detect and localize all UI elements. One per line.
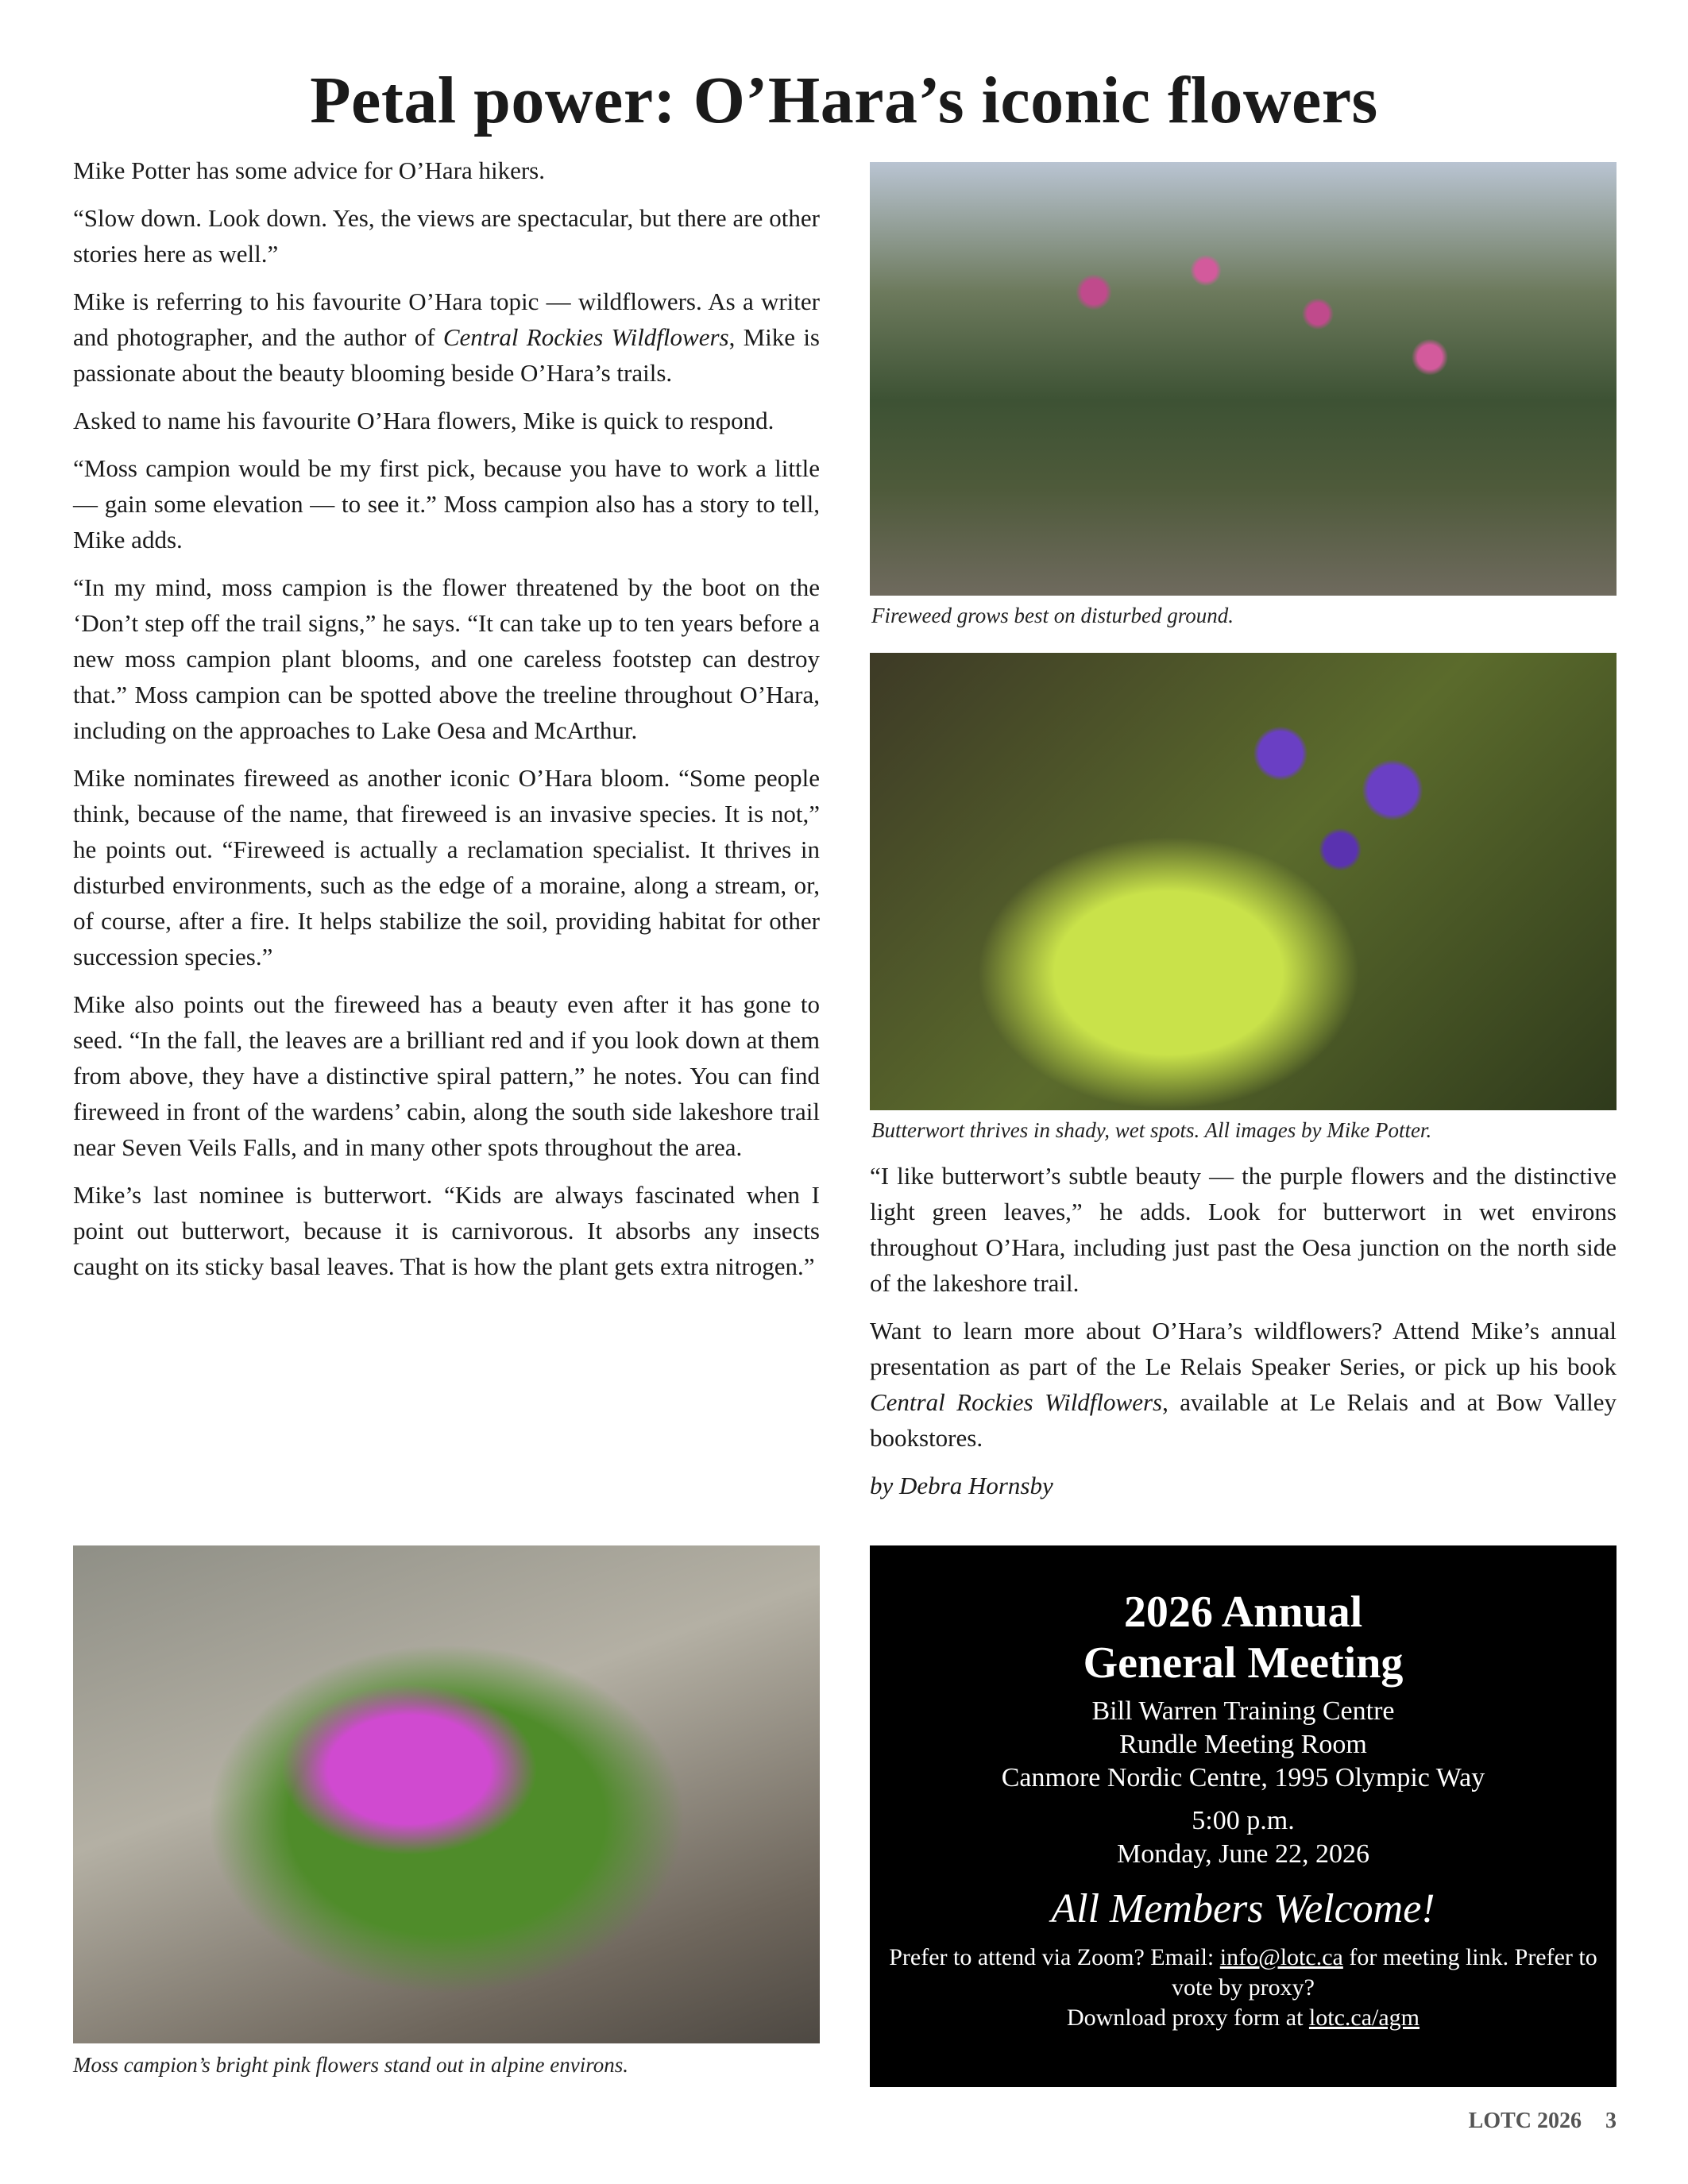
agm-date: Monday, June 22, 2026 <box>1117 1839 1369 1869</box>
agm-venue-line: Bill Warren Training Centre <box>1091 1696 1395 1726</box>
paragraph <box>73 284 820 391</box>
agm-notice <box>870 1545 1617 2087</box>
text: , available at Le Relais and at Bow Valley bookstores. <box>870 1388 1617 1452</box>
article-left-column <box>73 152 820 1296</box>
paragraph: “In my mind, moss campion is the flower threatened by the boot on the ‘Don’t step off the trail signs,” he says. “It can take up to ten years before a new moss campion plant blooms, and one careless footstep can destroy that.” Moss campion can be spotted above the treeline throughout O’Hara, including on the approaches to Lake Oesa and McArthur. <box>73 573 820 744</box>
agm-venue-line: Rundle Meeting Room <box>1119 1730 1367 1759</box>
agm-welcome: All Members Welcome! <box>1051 1886 1435 1931</box>
moss-caption: Moss campion’s bright pink flowers stand out in alpine environs. <box>73 2053 628 2077</box>
fireweed-photo <box>870 162 1617 596</box>
agm-venue-line: Canmore Nordic Centre, 1995 Olympic Way <box>1001 1763 1485 1792</box>
agm-zoom-info <box>870 1943 1617 2033</box>
paragraph: Mike nominates fireweed as another iconic O’Hara bloom. “Some people think, because of the name, that fireweed is an invasive species. It is not,” he points out. “Fireweed is actually a reclamation specialist. It thrives in disturbed environments, such as the edge of a moraine, along a stream, or, of course, after a fire. It helps stabilize the soil, providing habitat for other succession species.” <box>73 764 820 970</box>
text: Prefer to attend via Zoom? Email: <box>889 1944 1220 1970</box>
agm-title-line1: 2026 Annual <box>1123 1588 1363 1637</box>
article-right-column <box>870 1158 1617 1515</box>
page-title: Petal power: O’Hara’s iconic flowers <box>310 64 1378 137</box>
page-number: 3 <box>1605 2109 1617 2133</box>
text: Download proxy form at <box>1066 2005 1309 2031</box>
book-title: Central Rockies Wildflowers <box>442 323 729 351</box>
email-link[interactable]: info@lotc.ca <box>1219 1944 1343 1970</box>
paragraph: Asked to name his favourite O’Hara flowers, Mike is quick to respond. <box>73 407 774 434</box>
paragraph: “Slow down. Look down. Yes, the views are spectacular, but there are other stories here as well.” <box>73 204 820 268</box>
proxy-form-link[interactable]: lotc.ca/agm <box>1308 2005 1420 2031</box>
paragraph: “Moss campion would be my first pick, because you have to work a little — gain some elevation — to see it.” Moss campion also has a story to tell, Mike adds. <box>73 454 820 554</box>
paragraph: Mike also points out the fireweed has a beauty even after it has gone to seed. “In the fall, the leaves are a brilliant red and if you look down at them from above, they have a distinctive spiral pattern,” he notes. You can find fireweed in front of the wardens’ cabin, along the south side lakeshore trail near Seven Veils Falls, and in many other spots throughout the area. <box>73 990 820 1161</box>
paragraph <box>870 1313 1617 1456</box>
fireweed-caption: Fireweed grows best on disturbed ground. <box>871 604 1234 627</box>
agm-title-line2: General Meeting <box>1083 1638 1404 1688</box>
paragraph: Mike’s last nominee is butterwort. “Kids are always fascinated when I point out butterwort, because it is carnivorous. It absorbs any insects caught on its sticky basal leaves. That is how the plant gets extra nitrogen.” <box>73 1181 820 1280</box>
paragraph: Mike Potter has some advice for O’Hara hikers. <box>73 156 545 184</box>
agm-time: 5:00 p.m. <box>1192 1806 1295 1835</box>
text: for meeting link. Prefer to vote by proxy? <box>1172 1944 1597 2001</box>
page-footer <box>1445 2109 1617 2134</box>
byline: by Debra Hornsby <box>870 1472 1053 1499</box>
text: Want to learn more about O’Hara’s wildflowers? Attend Mike’s annual presentation as part of the Le Relais Speaker Series, or pick up his book <box>870 1317 1617 1380</box>
text: Mike is referring to his favourite O’Hara topic — wildflowers. As a writer and photographer, and the author of <box>73 287 820 351</box>
text: , Mike is passionate about the beauty blooming beside O’Hara’s trails. <box>73 323 820 387</box>
publication-name: LOTC 2026 <box>1468 2109 1582 2133</box>
butterwort-photo <box>870 653 1617 1110</box>
moss-campion-photo <box>73 1545 820 2043</box>
butterwort-caption: Butterwort thrives in shady, wet spots. All images by Mike Potter. <box>871 1118 1432 1142</box>
book-title: Central Rockies Wildflowers <box>870 1388 1163 1416</box>
paragraph: “I like butterwort’s subtle beauty — the purple flowers and the distinctive light green leaves,” he adds. Look for butterwort in wet environs throughout O’Hara, including just past the Oesa junction on the north side of the lakeshore trail. <box>870 1162 1617 1297</box>
